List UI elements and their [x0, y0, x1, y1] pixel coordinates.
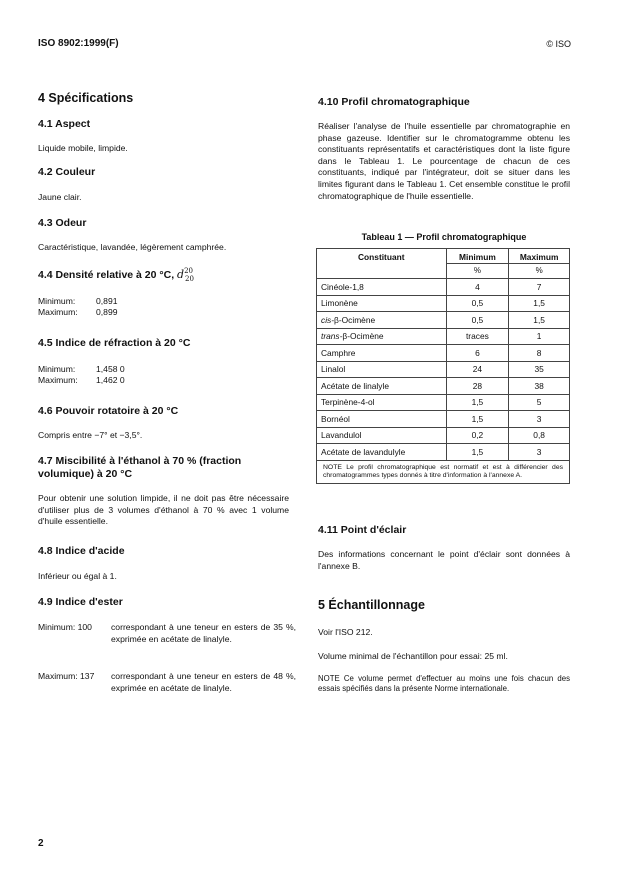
density-minimum: Minimum: 0,891: [38, 296, 118, 306]
constituent-name: Cinéole-1,8: [317, 279, 447, 296]
constituent-max: 1,5: [509, 312, 570, 329]
constituent-max: 38: [509, 378, 570, 395]
document-number: ISO 8902:1999(F): [38, 38, 119, 49]
chromatographic-profile-table: [316, 248, 570, 484]
constituent-name: Limonène: [317, 295, 447, 312]
table-row: [317, 295, 570, 312]
constituent-name: Terpinène-4-ol: [317, 394, 447, 411]
section-4-1-text: Liquide mobile, limpide.: [38, 143, 128, 153]
relative-density-symbol: $d^{20}_{20}$: [177, 267, 194, 283]
section-5-heading: 5 Échantillonnage: [318, 598, 425, 612]
section-4-2-heading: 4.2 Couleur: [38, 166, 96, 178]
table-row: [317, 394, 570, 411]
section-4-7-text: Pour obtenir une solution limpide, il ne doit pas être nécessaire d'utiliser plus de 3 volumes d'éthanol à 70 % avec 1 volume d'huile essentielle.: [38, 493, 289, 527]
unit-blank-cell: [317, 264, 447, 279]
section-4-5-heading: 4.5 Indice de réfraction à 20 °C: [38, 337, 191, 349]
constituent-max: 35: [509, 361, 570, 378]
section-4-1-heading: 4.1 Aspect: [38, 118, 91, 130]
constituent-max: 3: [509, 411, 570, 428]
table-row: [317, 411, 570, 428]
table-row: [317, 427, 570, 444]
page-number: 2: [38, 838, 44, 849]
constituent-max: 5: [509, 394, 570, 411]
constituent-min: 1,5: [446, 411, 509, 428]
section-4-3-text: Caractéristique, lavandée, légèrement camphrée.: [38, 242, 227, 252]
ester-minimum: Minimum: 100 correspondant à une teneur en esters de 35 %, exprimée en acétate de linalyle.: [38, 622, 296, 644]
copyright-mark: © ISO: [546, 39, 571, 49]
table-header-row: [317, 249, 570, 264]
constituent-max: 1: [509, 328, 570, 345]
table-row: [317, 328, 570, 345]
unit-minimum: %: [446, 264, 509, 279]
constituent-min: 0,5: [446, 312, 509, 329]
constituent-min: 24: [446, 361, 509, 378]
table-row: [317, 345, 570, 362]
refraction-maximum: Maximum: 1,462 0: [38, 375, 125, 385]
constituent-name: trans-β-Ocimène: [317, 328, 447, 345]
constituent-name: Lavandulol: [317, 427, 447, 444]
constituent-min: 28: [446, 378, 509, 395]
constituent-min: 0,5: [446, 295, 509, 312]
unit-maximum: %: [509, 264, 570, 279]
constituent-name: Camphre: [317, 345, 447, 362]
constituent-min: 6: [446, 345, 509, 362]
table-row: [317, 279, 570, 296]
density-maximum: Maximum: 0,899: [38, 307, 118, 317]
section-4-6-heading: 4.6 Pouvoir rotatoire à 20 °C: [38, 405, 179, 417]
constituent-name: Linalol: [317, 361, 447, 378]
constituent-name: Bornéol: [317, 411, 447, 428]
table-row: [317, 378, 570, 395]
section-4-7-heading: 4.7 Miscibilité à l'éthanol à 70 % (fraction volumique) à 20 °C: [38, 455, 242, 480]
column-header-maximum: Maximum: [509, 249, 570, 264]
section-4-10-heading: 4.10 Profil chromatographique: [318, 96, 470, 108]
section-4-heading: 4 Spécifications: [38, 91, 134, 105]
table-row: [317, 312, 570, 329]
constituent-max: 8: [509, 345, 570, 362]
section-4-9-heading: 4.9 Indice d'ester: [38, 596, 123, 608]
section-5-text-1: Voir l'ISO 212.: [318, 627, 373, 637]
constituent-min: 4: [446, 279, 509, 296]
table-row: [317, 361, 570, 378]
section-5-note: NOTE Ce volume permet d'effectuer au moins une fois chacun des essais spécifiés dans la présente Norme internationale.: [318, 674, 570, 693]
refraction-minimum: Minimum: 1,458 0: [38, 364, 125, 374]
section-5-text-2: Volume minimal de l'échantillon pour essai: 25 ml.: [318, 651, 508, 661]
constituent-max: 0,8: [509, 427, 570, 444]
constituent-name: cis-β-Ocimène: [317, 312, 447, 329]
section-4-6-text: Compris entre −7° et −3,5°.: [38, 430, 143, 440]
constituent-max: 7: [509, 279, 570, 296]
column-header-constituent: Constituant: [317, 249, 447, 264]
constituent-min: 1,5: [446, 394, 509, 411]
constituent-max: 3: [509, 444, 570, 461]
constituent-max: 1,5: [509, 295, 570, 312]
constituent-min: 1,5: [446, 444, 509, 461]
constituent-min: traces: [446, 328, 509, 345]
constituent-min: 0,2: [446, 427, 509, 444]
table-unit-row: [317, 264, 570, 279]
section-4-4-heading: [38, 268, 194, 283]
constituent-name: Acétate de linalyle: [317, 378, 447, 395]
section-4-10-text: Réaliser l'analyse de l'huile essentielle par chromatographie en phase gazeuse. Identifier sur le chromatogramme obtenu les constituants représentatifs et caractéristiques dont la liste figure dans le Tableau 1. Le pourcentage de chacun de ces constituants, indiqué par l'intégrateur, doit se situer dans les limites figurant dans le Tableau 1. Cet ensemble constitue le profil chromatographique de l'huile essentielle.: [318, 121, 570, 201]
section-4-3-heading: 4.3 Odeur: [38, 217, 87, 229]
section-4-11-text: Des informations concernant le point d'éclair sont données à l'annexe B.: [318, 549, 570, 571]
column-header-minimum: Minimum: [446, 249, 509, 264]
table-row: [317, 444, 570, 461]
table-note-row: [317, 460, 570, 484]
section-4-4-heading-text: 4.4 Densité relative à 20 °C,: [38, 269, 178, 281]
table-note: NOTE Le profil chromatographique est normatif et est à différencier des chromatogrammes types donnés à titre d'information à l'annexe A.: [317, 460, 570, 484]
table-caption: Tableau 1 — Profil chromatographique: [361, 232, 527, 242]
section-4-8-text: Inférieur ou égal à 1.: [38, 571, 117, 581]
ester-maximum: Maximum: 137 correspondant à une teneur en esters de 48 %, exprimée en acétate de linalyle.: [38, 671, 296, 693]
section-4-2-text: Jaune clair.: [38, 192, 82, 202]
section-4-8-heading: 4.8 Indice d'acide: [38, 545, 125, 557]
constituent-name: Acétate de lavandulyle: [317, 444, 447, 461]
section-4-11-heading: 4.11 Point d'éclair: [318, 524, 407, 536]
